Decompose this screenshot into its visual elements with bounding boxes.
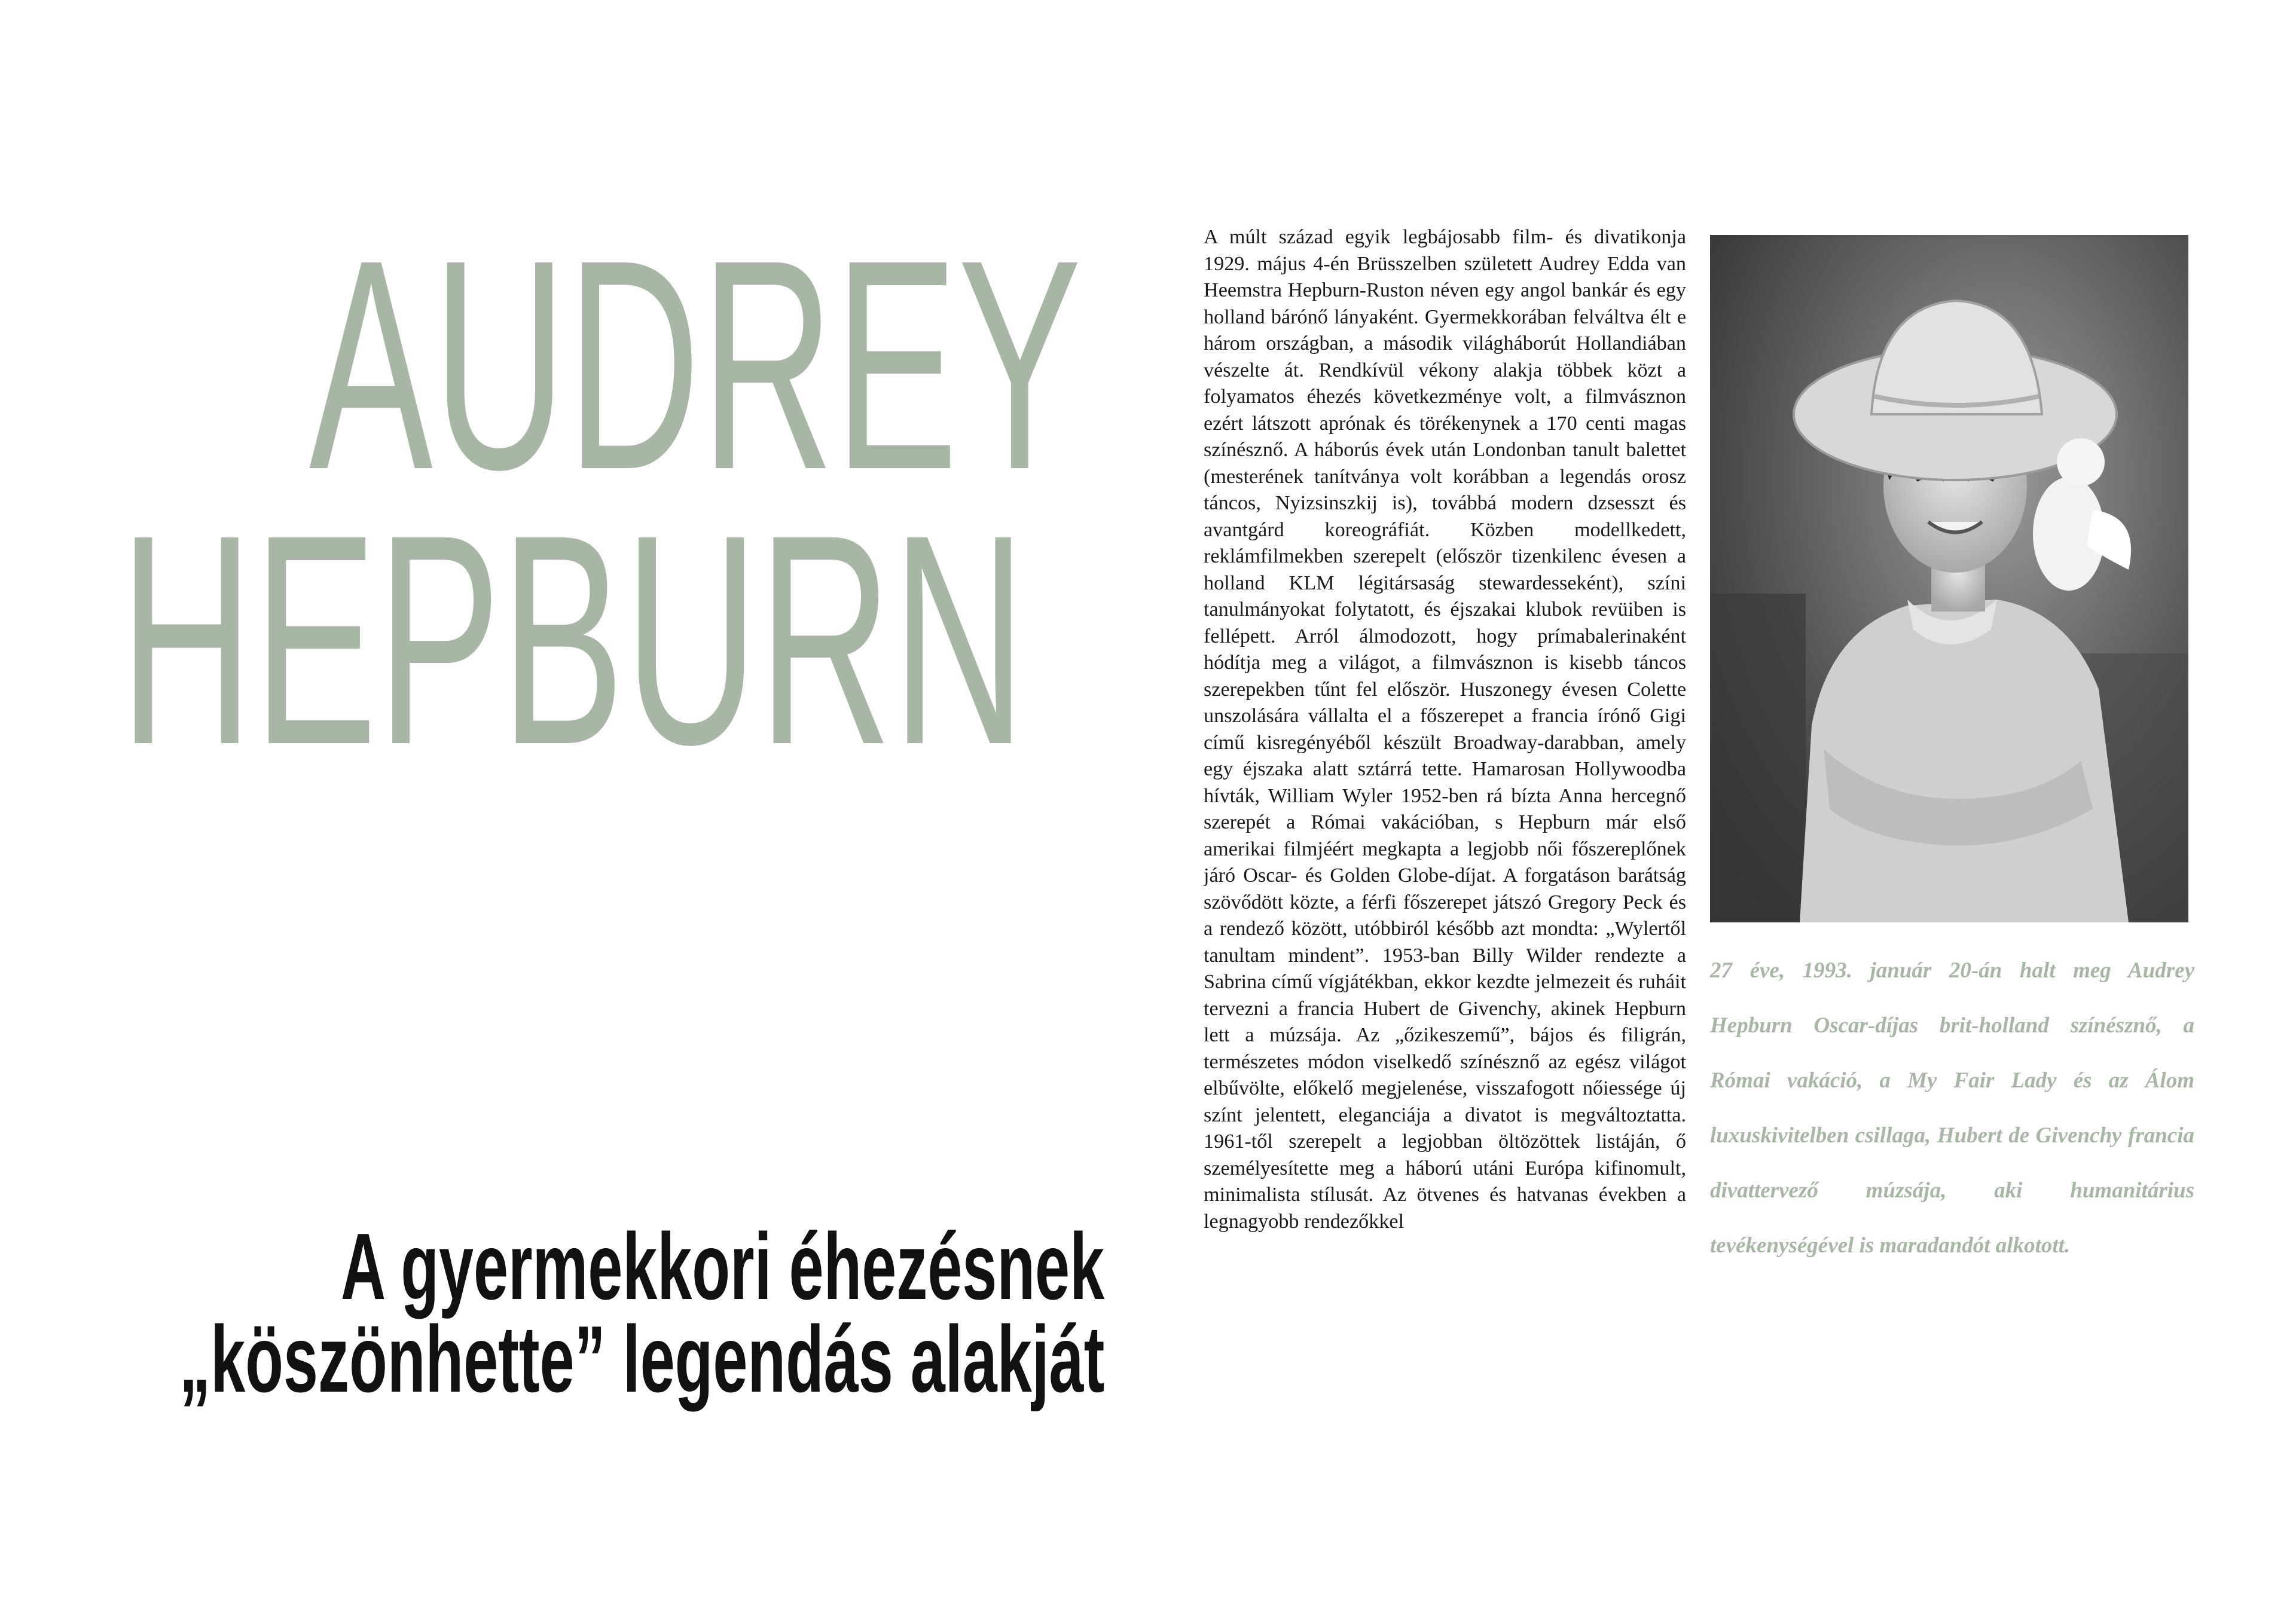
title-line-1: AUDREY [309, 197, 1082, 531]
subtitle-line-1: A gyermekkori éhezésnek [340, 1214, 1104, 1319]
title-line-2: HEPBURN [120, 472, 1026, 806]
subtitle-line-2: „köszönhette” legendás alakját [179, 1307, 1104, 1412]
portrait-photo-illustration [1710, 235, 2188, 922]
photo-caption: 27 éve, 1993. január 20-án halt meg Audrey Hepburn Oscar-díjas brit-holland színésznő, a Római vakáció, a My Fair Lady és az Álom luxuskivitelben csillaga, Hubert de Givenchy francia divattervező múzsája, aki humanitárius tevékenységével is maradandót alkotott. [1710, 958, 2194, 1258]
portrait-photo [1710, 235, 2188, 922]
article-body: A múlt század egyik legbájosabb film- és divatikonja 1929. május 4-én Brüsszelben született Audrey Edda van Heemstra Hepburn-Ruston néven egy angol bankár és egy holland bárónő lányaként. Gyermekkorában felváltva élt e három országban, a második világháborút Hollandiában vészelte át. Rendkívül vékony alakja többek közt a folyamatos éhezés következménye volt, a filmvásznon ezért látszott aprónak és törékenynek a 170 centi magas színésznő. A háborús évek után Londonban tanult balettet (mesterének tanítványa volt korábban a legendás orosz táncos, Nyizsinszkij is), továbbá modern dzsesszt és avantgárd koreográfiát. Közben modellkedett, reklámfilmekben szerepelt (először tizenkilenc évesen a holland KLM légitársaság stewardesseként), színi tanulmányokat folytatott, és éjszakai klubok revüiben is fellépett. Arról álmodozott, hogy prímabalerinaként hódítja meg a világot, a filmvásznon is kisebb táncos szerepekben tűnt fel először. Huszonegy évesen Colette unszolására vállalta el a főszerepet a francia írónő Gigi című kisregényéből készült Broadway-darabban, amely egy éjszaka alatt sztárrá tette. Hamarosan Hollywoodba hívták, William Wyler 1952-ben rá bízta Anna hercegnő szerepét a Római vakációban, s Hepburn már első amerikai filmjéért megkapta a legjobb női főszereplőnek járó Oscar- és Golden Globe-díjat. A forgatáson barátság szövődött közte, a férfi főszerepet játszó Gregory Peck és a rendező között, utóbbiról később azt mondta: „Wylertől tanultam mindent”. 1953-ban Billy Wilder rendezte a Sabrina című vígjátékban, ekkor kezdte jelmezeit és ruháit tervezni a francia Hubert de Givenchy, akinek Hepburn lett a múzsája. Az „őzikeszemű”, bájos és filigrán, természetes módon viselkedő színésznő az egész világot elbűvölte, előkelő megjelenése, visszafogott nőiessége új színt jelentett, eleganciája a divatot is megváltoztatta. 1961-től szerepelt a legjobban öltözöttek listáján, ő személyesítette meg a háború utáni Európa kifinomult, minimalista stílusát. Az ötvenes és hatvanas években a legnagyobb rendezőkkel [1204, 226, 1686, 1233]
